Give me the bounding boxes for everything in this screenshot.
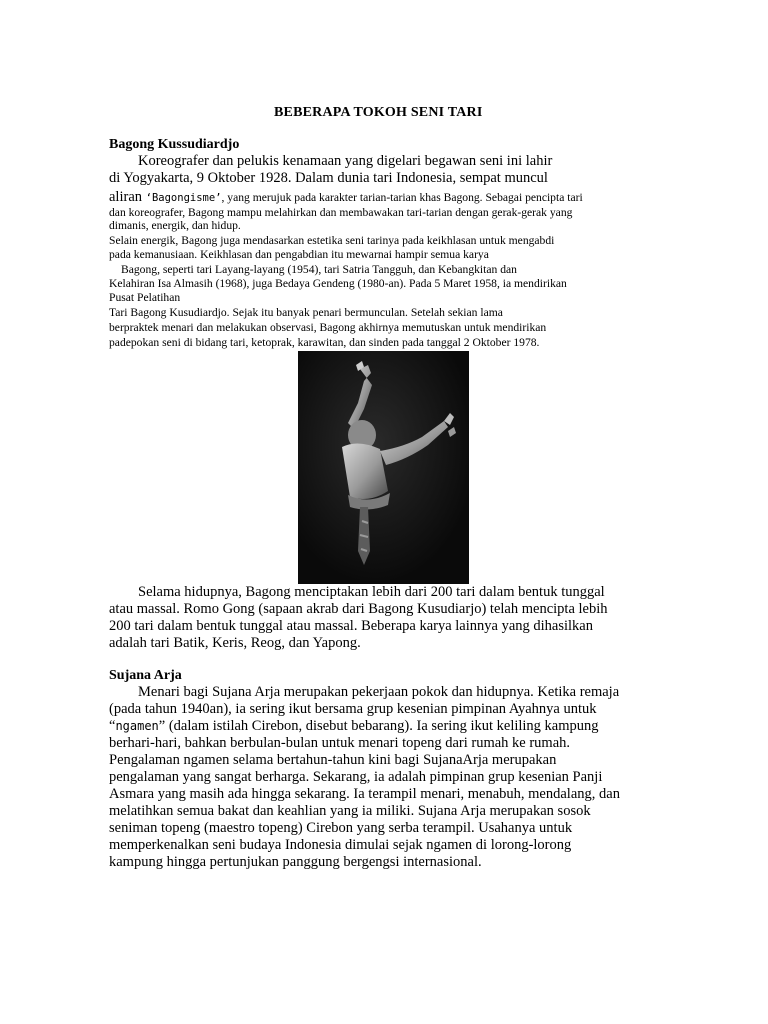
paragraph-line: dan koreografer, Bagong mampu melahirkan dan membawakan tari-tarian dengan gerak-gerak yang (109, 206, 573, 219)
paragraph-line: berpraktek menari dan melakukan observasi, Bagong akhirnya memutuskan untuk mendirikan (109, 321, 547, 334)
paragraph-text: “ (109, 718, 116, 734)
paragraph-line: di Yogyakarta, 9 Oktober 1928. Dalam dunia tari Indonesia, sempat muncul (109, 170, 548, 186)
paragraph-line: Pengalaman ngamen selama bertahun-tahun kini bagi SujanaArja merupakan (109, 752, 557, 768)
paragraph-term: ngamen (115, 719, 159, 733)
paragraph-line: melatihkan semua bakat dan keahlian yang ia miliki. Sujana Arja merupakan sosok (109, 803, 591, 819)
paragraph-line: Tari Bagong Kusudiardjo. Sejak itu banyak penari bermunculan. Setelah sekian lama (109, 306, 503, 319)
paragraph-line: (pada tahun 1940an), ia sering ikut bersama grup kesenian pimpinan Ayahnya untuk (109, 701, 597, 717)
paragraph-term: ‘Bagongisme’ (145, 192, 222, 204)
page-title: BEBERAPA TOKOH SENI TARI (274, 105, 483, 120)
paragraph-line (109, 188, 583, 206)
paragraph-line: adalah tari Batik, Keris, Reog, dan Yapong. (109, 635, 361, 651)
paragraph-line: seniman topeng (maestro topeng) Cirebon yang serba terampil. Usahanya untuk (109, 820, 573, 836)
paragraph-line (109, 718, 599, 735)
paragraph-line: kampung hingga pertunjukan panggung bergengsi internasional. (109, 854, 482, 870)
paragraph-line: padepokan seni di bidang tari, ketoprak, karawitan, dan sinden pada tanggal 2 Oktober 1978. (109, 336, 540, 349)
paragraph-line: atau massal. Romo Gong (sapaan akrab dari Bagong Kusudiarjo) telah mencipta lebih (109, 601, 608, 617)
dancer-photo (298, 351, 469, 584)
section-heading-bagong: Bagong Kussudiardjo (109, 137, 240, 152)
paragraph-line: Koreografer dan pelukis kenamaan yang digelari begawan seni ini lahir (138, 153, 553, 169)
paragraph-line: 200 tari dalam bentuk tunggal atau massal. Beberapa karya lainnya yang dihasilkan (109, 618, 593, 634)
paragraph-line: Selain energik, Bagong juga mendasarkan estetika seni tarinya pada keikhlasan untuk mengabdi (109, 234, 555, 247)
paragraph-line: Bagong, seperti tari Layang-layang (1954), tari Satria Tangguh, dan Kebangkitan dan (121, 263, 517, 276)
paragraph-text: , yang merujuk pada karakter tarian-tarian khas Bagong. Sebagai pencipta tari (221, 191, 583, 204)
paragraph-line: Kelahiran Isa Almasih (1968), juga Bedaya Gendeng (1980-an). Pada 5 Maret 1958, ia mendirikan (109, 277, 567, 290)
paragraph-line: Asmara yang masih ada hingga sekarang. Ia terampil menari, menabuh, mendalang, dan (109, 786, 620, 802)
paragraph-line: Menari bagi Sujana Arja merupakan pekerjaan pokok dan hidupnya. Ketika remaja (138, 684, 620, 700)
paragraph-line: pada kemanusiaan. Keikhlasan dan pengabdian itu mewarnai hampir semua karya (109, 248, 489, 261)
paragraph-line: pengalaman yang sangat berharga. Sekarang, ia adalah pimpinan grup kesenian Panji (109, 769, 603, 785)
paragraph-line: memperkenalkan seni budaya Indonesia dimulai sejak ngamen di lorong-lorong (109, 837, 572, 853)
paragraph-line: berhari-hari, bahkan berbulan-bulan untuk menari topeng dari rumah ke rumah. (109, 735, 571, 751)
paragraph-line: dimanis, energik, dan hidup. (109, 219, 241, 232)
paragraph-line: Pusat Pelatihan (109, 291, 181, 304)
section-heading-sujana: Sujana Arja (109, 668, 182, 683)
paragraph-text: ” (dalam istilah Cirebon, disebut bebarang). Ia sering ikut keliling kampung (158, 718, 599, 734)
dancer-silhouette-image (298, 351, 469, 584)
paragraph-line: Selama hidupnya, Bagong menciptakan lebih dari 200 tari dalam bentuk tunggal (138, 584, 605, 600)
paragraph-text: aliran (109, 189, 146, 205)
